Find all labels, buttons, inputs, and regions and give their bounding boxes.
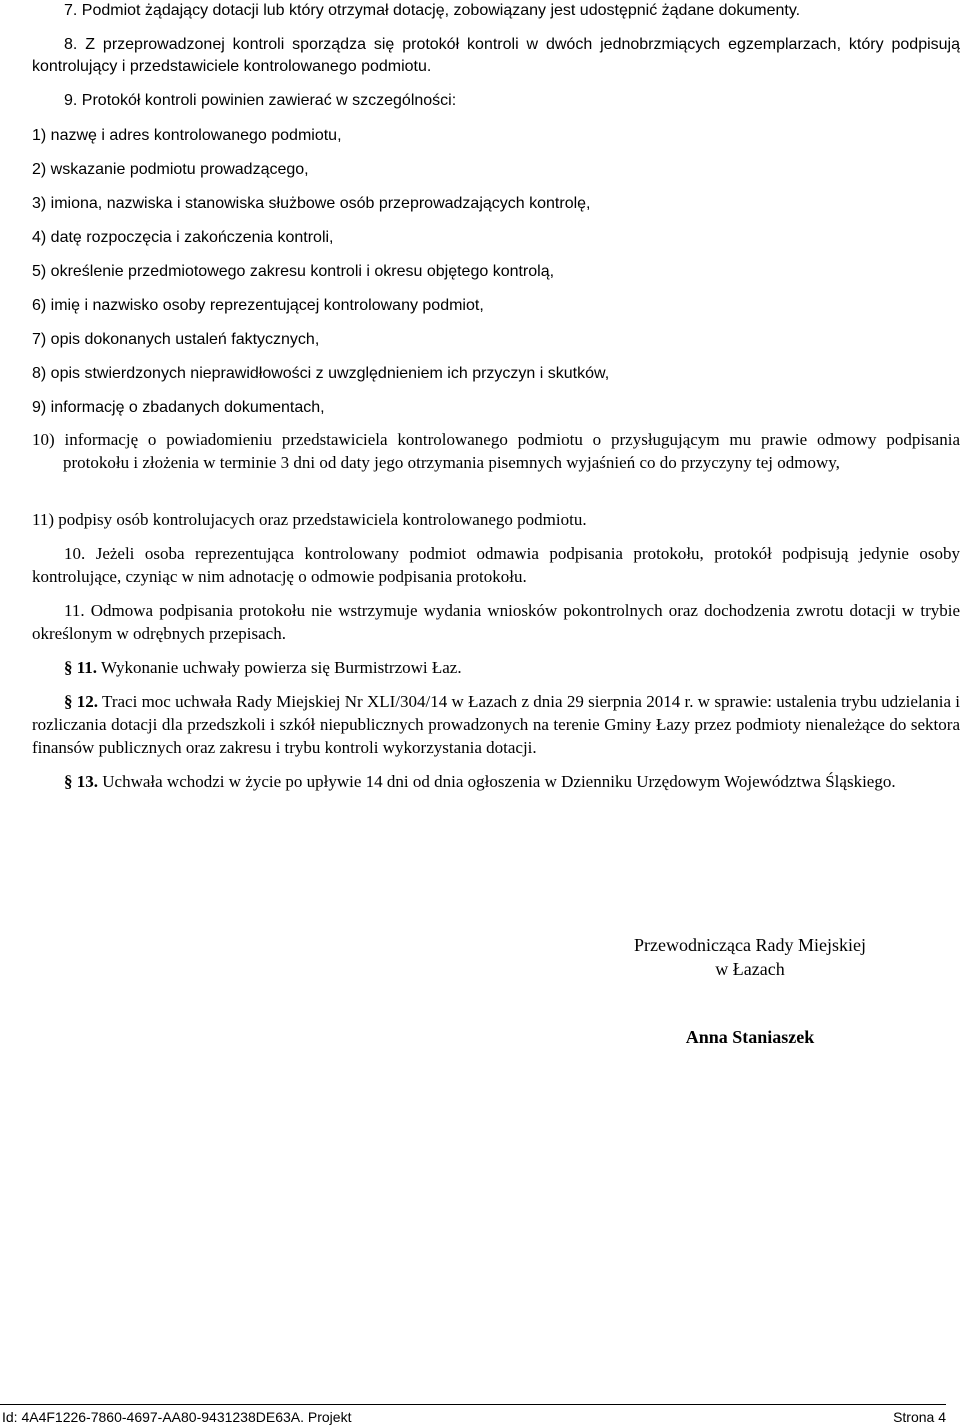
list-item-5: 5) określenie przedmiotowego zakresu kontroli i okresu objętego kontrolą, bbox=[32, 263, 555, 280]
signature-block bbox=[560, 933, 940, 1049]
footer-divider bbox=[0, 1404, 946, 1405]
list-item-6: 6) imię i nazwisko osoby reprezentującej kontrolowany podmiot, bbox=[32, 297, 484, 314]
section-13-text: Uchwała wchodzi w życie po upływie 14 dni od dnia ogłoszenia w Dzienniku Urzędowym Województwa Śląskiego. bbox=[98, 772, 896, 791]
point-11 bbox=[32, 599, 960, 645]
point-11-number: 11. bbox=[64, 601, 85, 620]
signature-name: Anna Staniaszek bbox=[685, 1027, 815, 1047]
section-12-text: Traci moc uchwała Rady Miejskiej Nr XLI/304/14 w Łazach z dnia 29 sierpnia 2014 r. w sprawie: ustalenia trybu udzielania i rozliczania dotacji dla przedszkoli i szkół niepublicznych prowadzonych na terenie Gminy Łazy przez podmioty nienależące do sektora finansów publicznych oraz zakresu i trybu kontroli wykorzystania dotacji. bbox=[32, 692, 960, 757]
list-item-9: 9) informację o zbadanych dokumentach, bbox=[32, 399, 325, 416]
list-item-11: 11) podpisy osób kontrolujacych oraz przedstawiciela kontrolowanego podmiotu. bbox=[32, 510, 587, 529]
section-12-number: § 12. bbox=[64, 692, 99, 711]
section-13-number: § 13. bbox=[64, 772, 98, 791]
point-10 bbox=[32, 542, 960, 588]
footer-page-number: Strona 4 bbox=[893, 1409, 946, 1425]
list-item-7: 7) opis dokonanych ustaleń faktycznych, bbox=[32, 331, 320, 348]
signature-title-line-1: Przewodnicząca Rady Miejskiej bbox=[634, 935, 866, 955]
section-11-number: § 11. bbox=[64, 658, 98, 677]
paragraph-9: 9. Protokół kontroli powinien zawierać w szczególności: bbox=[64, 92, 457, 109]
paragraph-7: 7. Podmiot żądający dotacji lub który otrzymał dotację, zobowiązany jest udostępnić żądane dokumenty. bbox=[64, 2, 801, 19]
section-13 bbox=[32, 770, 960, 793]
paragraph-8: 8. Z przeprowadzonej kontroli sporządza się protokół kontroli w dwóch jednobrzmiących egzemplarzach, który podpisują kontrolujący i przedstawiciele kontrolowanego podmiotu. bbox=[32, 36, 960, 75]
point-11-text: Odmowa podpisania protokołu nie wstrzymuje wydania wniosków pokontrolnych oraz dochodzenia zwrotu dotacji w trybie określonym w odrębnych przepisach. bbox=[32, 601, 960, 643]
section-11 bbox=[32, 656, 960, 679]
section-11-text: Wykonanie uchwały powierza się Burmistrzowi Łaz. bbox=[97, 658, 462, 677]
list-item-2: 2) wskazanie podmiotu prowadzącego, bbox=[32, 161, 309, 178]
list-item-3: 3) imiona, nazwiska i stanowiska służbowe osób przeprowadzających kontrolę, bbox=[32, 195, 591, 212]
section-12 bbox=[32, 690, 960, 759]
footer-document-id: Id: 4A4F1226-7860-4697-AA80-9431238DE63A. Projekt bbox=[2, 1409, 352, 1425]
list-item-1: 1) nazwę i adres kontrolowanego podmiotu, bbox=[32, 127, 342, 144]
signature-title-line-2: w Łazach bbox=[715, 959, 785, 979]
point-10-number: 10. bbox=[64, 544, 86, 563]
list-item-8: 8) opis stwierdzonych nieprawidłowości z uwzględnieniem ich przyczyn i skutków, bbox=[32, 365, 610, 382]
list-item-10: 10) informację o powiadomieniu przedstawiciela kontrolowanego podmiotu o przysługującym mu prawie odmowy podpisania protokołu i złożenia w terminie 3 dni od daty jego otrzymania pisemnych wyjaśnień co do przyczyny tej odmowy, bbox=[32, 430, 960, 472]
point-10-text: Jeżeli osoba reprezentująca kontrolowany podmiot odmawia podpisania protokołu, protokół podpisują jedynie osoby kontrolujące, czyniąc w nim adnotację o odmowie podpisania protokołu. bbox=[32, 544, 960, 586]
list-item-4: 4) datę rozpoczęcia i zakończenia kontroli, bbox=[32, 229, 334, 246]
